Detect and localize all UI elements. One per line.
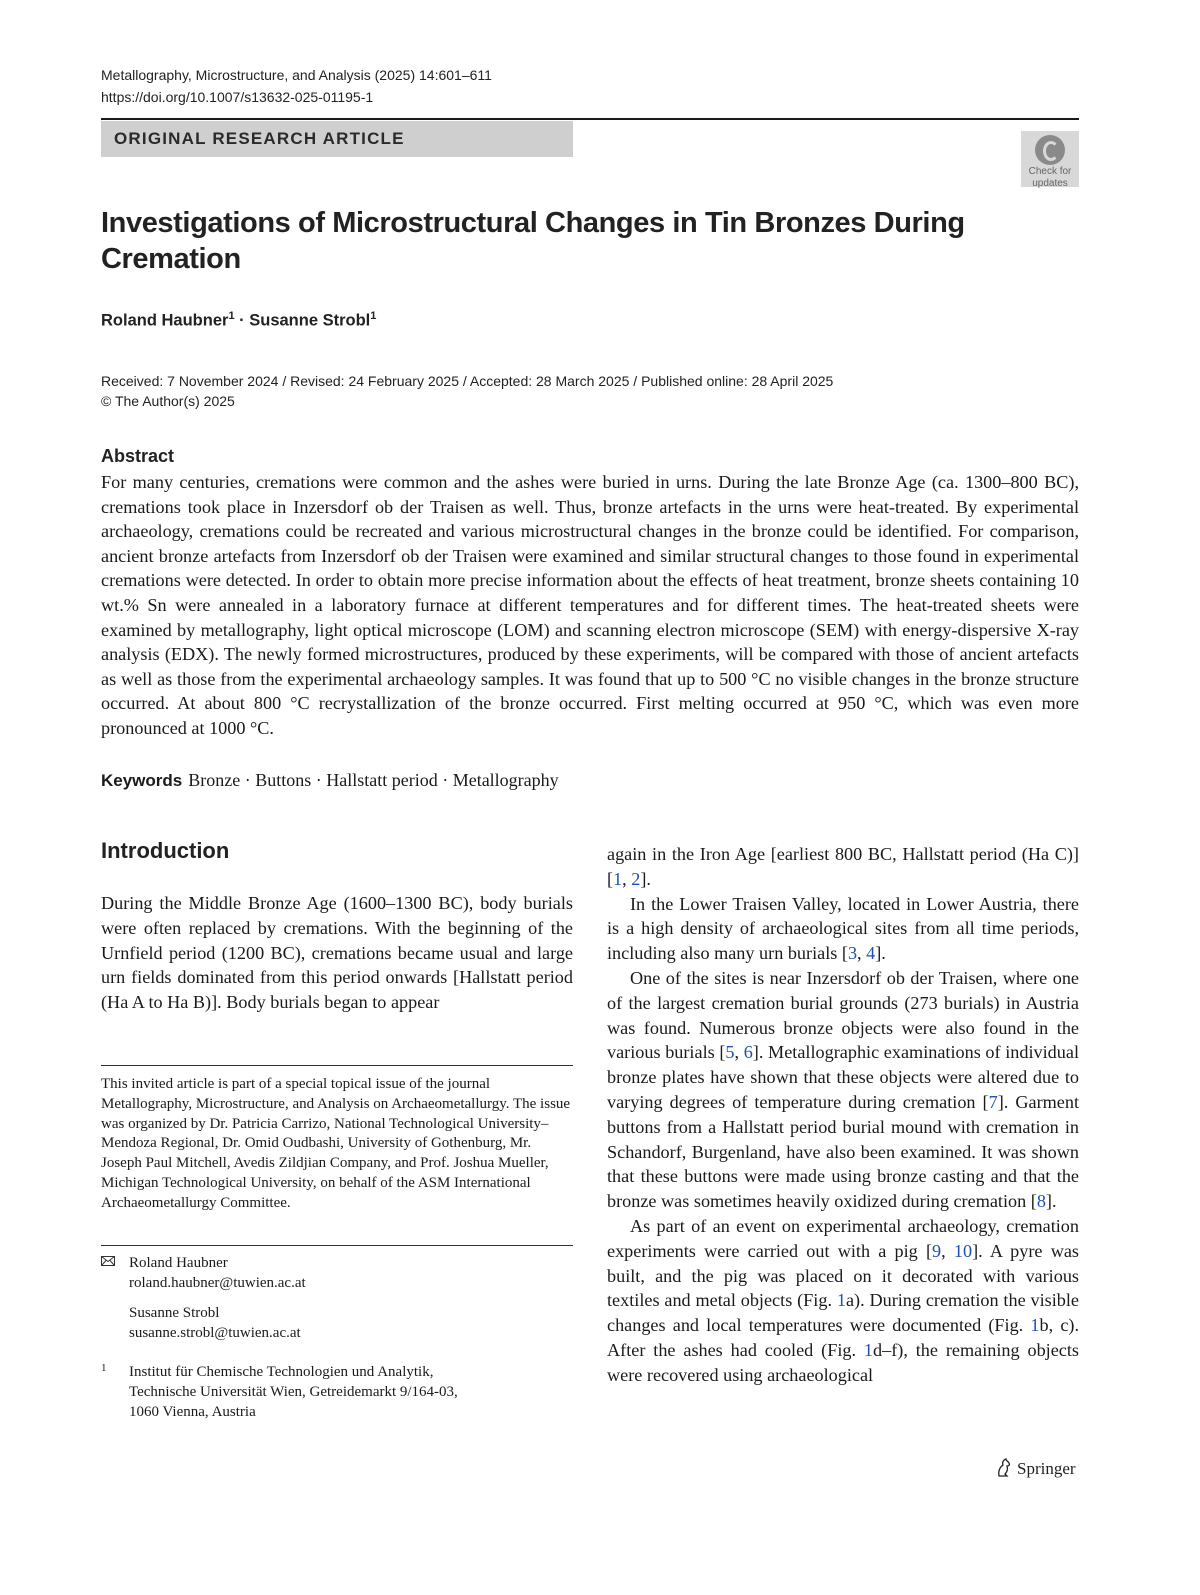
header-rule [101,118,1079,120]
publisher-name: Springer [1017,1459,1076,1478]
author-list [101,310,376,331]
citation-link[interactable]: 3 [847,943,858,964]
contact-name: Susanne Strobl [129,1305,220,1321]
article-history [101,371,833,411]
contact-name: Roland Haubner [129,1255,228,1271]
figure-link[interactable]: 1 [1030,1315,1040,1336]
section-heading-introduction: Introduction [101,838,230,863]
springer-horse-icon [995,1458,1013,1478]
citation-link[interactable]: 6 [743,1042,753,1063]
intro-paragraph: As part of an event on experimental archaeology, cremation experiments were carried out with a pig [9, 10]. A pyre was built, and the pig was placed on it decorated with various textiles and metal objects (Fig. 1a). During cremation the visible changes and local temperatures were documented (Fig. 1b, c). After the ashes had cooled (Fig. 1d–f), the remaining objects were recovered using archaeological [607,1215,1079,1385]
affiliation-number: 1 [101,1362,107,1374]
keywords-list: Bronze · Buttons · Hallstatt period · Metallography [188,770,559,790]
badge-line-1: Check for [1028,166,1072,177]
check-for-updates-badge[interactable] [1021,131,1079,187]
copyright-line: © The Author(s) 2025 [101,393,235,409]
intro-paragraph: again in the Iron Age [earliest 800 BC, Hallstatt period (Ha C)] [1, 2]. [607,844,1079,889]
article-type-label: ORIGINAL RESEARCH ARTICLE [114,129,405,148]
footnote-rule [101,1245,573,1246]
affiliation-marker: 1 [370,310,377,322]
author-separator: · [234,311,250,330]
envelope-icon [101,1256,115,1266]
crossmark-icon [1035,135,1065,165]
citation-link[interactable]: 5 [725,1042,735,1063]
citation-link[interactable]: 7 [988,1091,998,1112]
intro-paragraph: One of the sites is near Inzersdorf ob der Traisen, where one of the largest cremation burial grounds (273 burials) in Austria was found. Numerous bronze objects were also found in the various burials [5, 6]. Metallographic examinations of individual bronze plates have shown that these objects were altered due to varying degrees of temperature during cremation [7]. Garment buttons from a Hallstatt period burial mound with cremation in Schandorf, Burgenland, have also been examined. It was shown that these buttons were made using bronze casting and that the bronze was sometimes heavily oxidized during cremation [8]. [607,967,1079,1212]
keywords-line [101,768,559,793]
figure-link[interactable]: 1 [863,1339,874,1360]
contact-email[interactable]: susanne.strobl@tuwien.ac.at [129,1325,301,1341]
history-dates: Received: 7 November 2024 / Revised: 24 February 2025 / Accepted: 28 March 2025 / Published online: 28 April 2025 [101,373,834,389]
intro-paragraph: In the Lower Traisen Valley, located in Lower Austria, there is a high density of archaeological sites from all time periods, including also many urn burials [3, 4]. [607,893,1079,964]
author-name[interactable]: Susanne Strobl [249,311,371,330]
abstract-text: For many centuries, cremations were common and the ashes were buried in urns. During the late Bronze Age (ca. 1300–800 BC), cremations took place in Inzersdorf ob der Traisen as well. Thus, bronze artefacts in the urns were heat-treated. By experimental archaeology, cremations could be recreated and various microstructural changes in the bronze could be identified. For comparison, ancient bronze artefacts from Inzersdorf ob der Traisen were examined and similar structural changes to those found in experimental cremations were detected. In order to obtain more precise information about the effects of heat treatment, bronze sheets containing 10 wt.% Sn were annealed in a laboratory furnace at different temperatures and for different times. The heat-treated sheets were examined by metallography, light optical microscope (LOM) and scanning electron microscope (SEM) with energy-dispersive X-ray analysis (EDX). The newly formed microstructures, produced by these experiments, will be compared with those of ancient artefacts as well as those from the experimental archaeology samples. It was found that up to 500 °C no visible changes in the bronze structure occurred. At about 800 °C recrystallization of the bronze occurred. First melting occurred at 950 °C, which was even more pronounced at 1000 °C. [101,472,1079,738]
citation-link[interactable]: 10 [953,1240,973,1261]
intro-right-column [607,842,1079,1388]
special-issue-note: This invited article is part of a special topical issue of the journal Metallography, Microstructure, and Analysis on Archaeometallurgy. The issue was organized by Dr. Patricia Carrizo, National Technological University–Mendoza Regional, Dr. Omid Oudbashi, University of Gothenburg, Mr. Joseph Paul Mitchell, Avedis Zildjian Company, and Prof. Joshua Mueller, Michigan Technological University, on behalf of the ASM International Archaeometallurgy Committee. [101,1076,571,1211]
publisher-logo [995,1458,1076,1479]
author-name[interactable]: Roland Haubner [101,311,229,330]
footnote-rule [101,1065,573,1066]
journal-citation: Metallography, Microstructure, and Analysis (2025) 14:601–611 [101,67,492,83]
keywords-label: Keywords [101,771,183,790]
intro-paragraph-left: During the Middle Bronze Age (1600–1300 BC), body burials were often replaced by cremations. With the beginning of the Urnfield period (1200 BC), cremations became usual and large urn fields dominated from this period onwards [Hallstatt period (Ha A to Ha B)]. Body burials began to appear [101,893,573,1013]
article-title: Investigations of Microstructural Changes in Tin Bronzes During Cremation [101,207,965,275]
affiliation-text: Institut für Chemische Technologien und Analytik, Technische Universität Wien, Getreidemarkt 9/164-03, 1060 Vienna, Austria [129,1364,458,1420]
citation-link[interactable]: 8 [1036,1191,1046,1212]
figure-link[interactable]: 1 [836,1290,846,1311]
citation-link[interactable]: 1 [613,868,623,889]
affiliation-marker: 1 [228,310,235,322]
contact-email[interactable]: roland.haubner@tuwien.ac.at [129,1275,306,1291]
journal-header [101,64,492,108]
citation-link[interactable]: 4 [866,943,876,964]
citation-link[interactable]: 2 [631,868,641,889]
citation-link[interactable]: 9 [932,1240,942,1261]
article-type-banner [101,121,573,157]
abstract-heading: Abstract [101,446,175,466]
badge-line-2: updates [1032,178,1068,189]
doi-link[interactable]: https://doi.org/10.1007/s13632-025-01195-1 [101,89,374,105]
